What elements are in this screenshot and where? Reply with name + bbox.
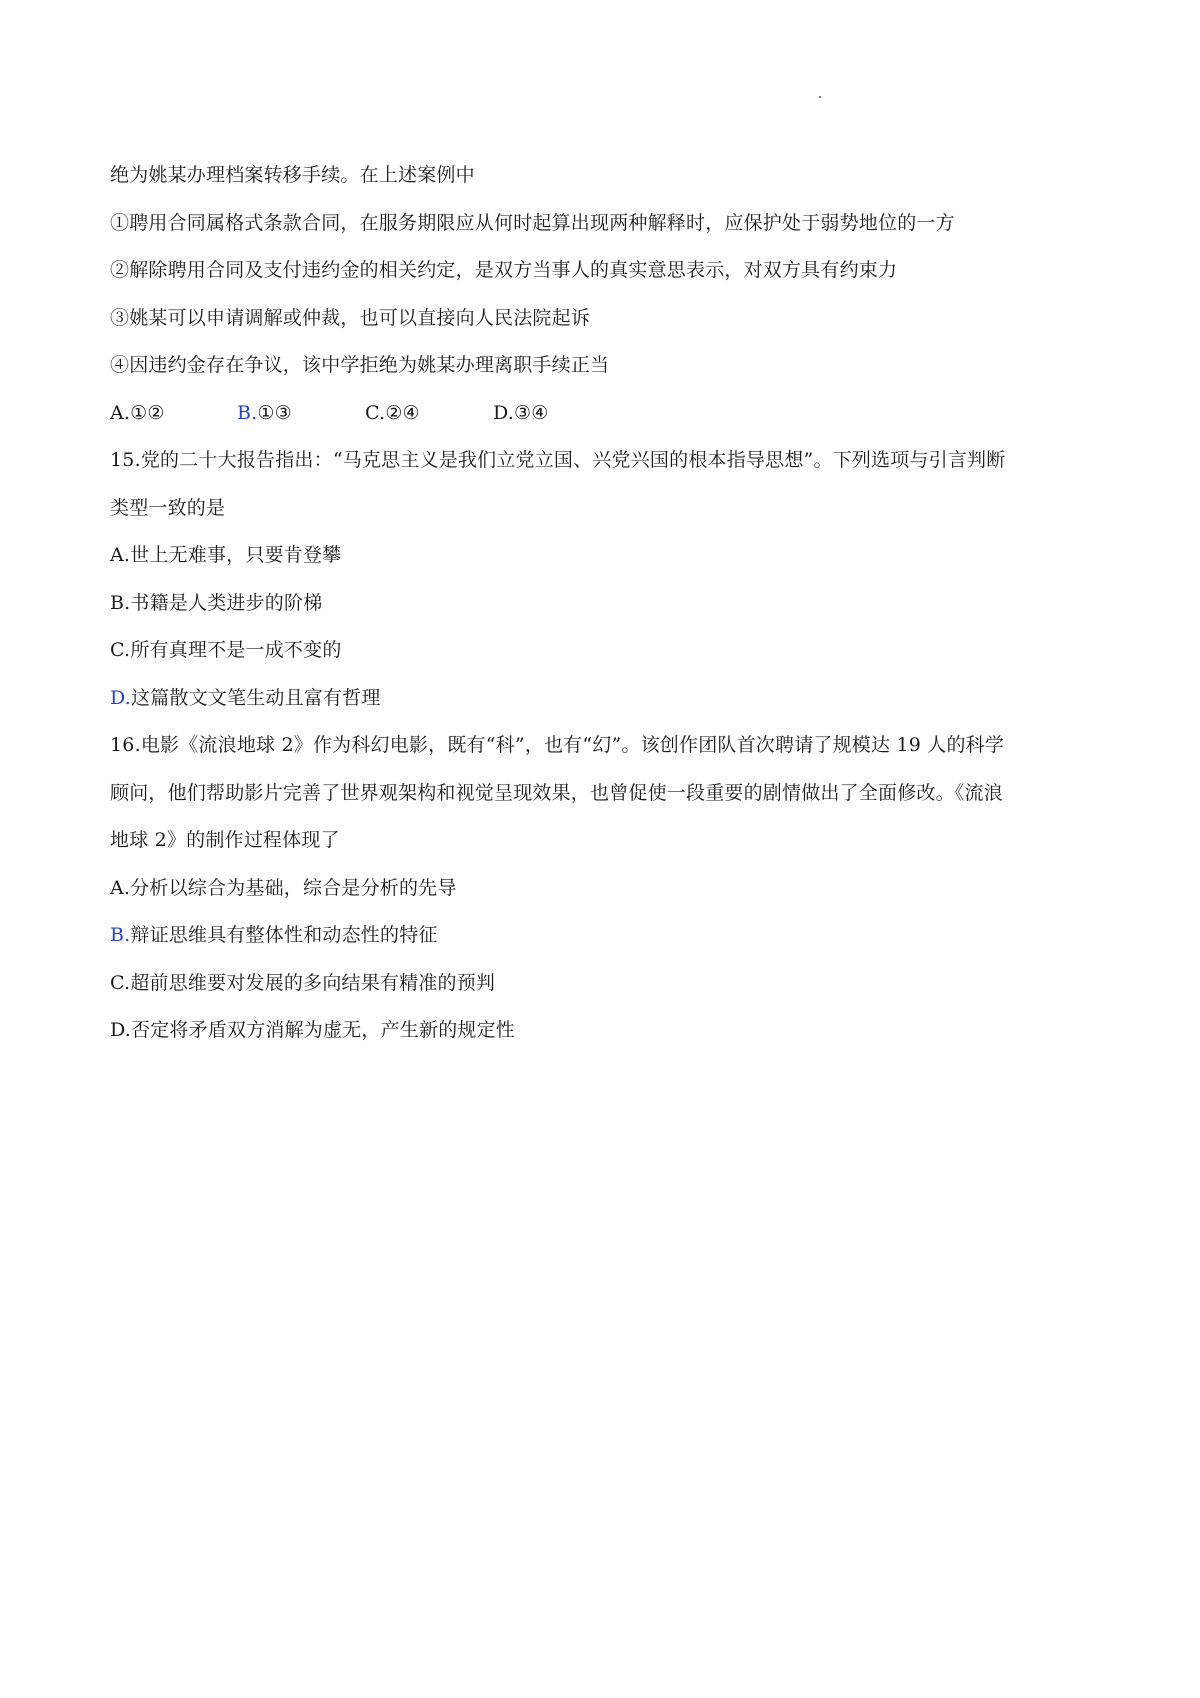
option-text: 分析以综合为基础，综合是分析的先导 [130, 876, 457, 899]
q15-option-b [110, 580, 1100, 628]
q14-stem-tail: 绝为姚某办理档案转移手续。在上述案例中 [110, 164, 475, 186]
answer-key-highlight: B. [237, 401, 258, 424]
q15-option-d [110, 675, 1100, 723]
q16-option-b [110, 912, 1100, 960]
option-key: A. [110, 876, 131, 899]
q16-stem-line-1: 16.电影《流浪地球 2》作为科幻电影，既有“科”，也有“幻”。该创作团队首次聘请了规模达 19 人的科学 [110, 734, 1005, 756]
q16-stem-line-3: 地球 2》的制作过程体现了 [110, 829, 340, 851]
option-text: 这篇散文文笔生动且富有哲理 [131, 686, 381, 709]
option-text: ③④ [514, 401, 549, 424]
question-content [110, 152, 1100, 1055]
option-text: 超前思维要对发展的多向结果有精准的预判 [130, 971, 496, 994]
option-text: ①② [130, 401, 165, 424]
q14-statement-4: ④因违约金存在争议，该中学拒绝为姚某办理离职手续正当 [110, 354, 610, 376]
q14-statement-1: ①聘用合同属格式条款合同，在服务期限应从何时起算出现两种解释时，应保护处于弱势地位的一方 [110, 211, 955, 234]
q14-options [110, 390, 1100, 438]
q15-option-c [110, 627, 1100, 675]
answer-key-highlight: B. [110, 924, 131, 946]
q16-stem-line-2: 顾问，他们帮助影片完善了世界观架构和视觉呈现效果，也曾促使一段重要的剧情做出了全面修改。《流浪 [110, 781, 1003, 804]
answer-key-highlight: D. [110, 686, 131, 709]
q14-statement-2: ②解除聘用合同及支付违约金的相关约定，是双方当事人的真实意思表示，对双方具有约束力 [110, 259, 898, 281]
option-text: 否定将矛盾双方消解为虚无，产生新的规定性 [131, 1019, 516, 1041]
q14-option-a [110, 390, 237, 438]
q16-option-c [110, 960, 1100, 1008]
option-key: C. [110, 639, 131, 661]
q15-stem-line-2: 类型一致的是 [110, 496, 226, 519]
option-key: D. [493, 401, 514, 424]
option-key: B. [110, 591, 131, 614]
option-text: ①③ [257, 401, 292, 424]
option-key: C. [110, 971, 131, 994]
option-text: 辩证思维具有整体性和动态性的特征 [130, 924, 438, 946]
q14-option-c [365, 390, 493, 438]
option-key: C. [365, 401, 386, 424]
header-dot-mark [819, 96, 821, 98]
q14-statement-3: ③姚某可以申请调解或仲裁，也可以直接向人民法院起诉 [110, 306, 591, 329]
option-text: 书籍是人类进步的阶梯 [130, 591, 323, 614]
option-key: D. [110, 1019, 131, 1041]
q15-stem-line-1: 15.党的二十大报告指出：“马克思主义是我们立党立国、兴党兴国的根本指导思想”。下列选项与引言判断 [110, 449, 1006, 471]
q16-option-d [110, 1007, 1100, 1055]
option-text: 所有真理不是一成不变的 [130, 639, 342, 661]
q15-option-a [110, 532, 1100, 580]
option-key: A. [110, 401, 131, 424]
option-text: ②④ [385, 401, 420, 424]
option-key: A. [110, 544, 131, 566]
q14-option-d [493, 390, 613, 438]
q16-option-a [110, 865, 1100, 913]
option-text: 世上无难事，只要肯登攀 [130, 544, 342, 566]
q14-option-b [237, 390, 365, 438]
